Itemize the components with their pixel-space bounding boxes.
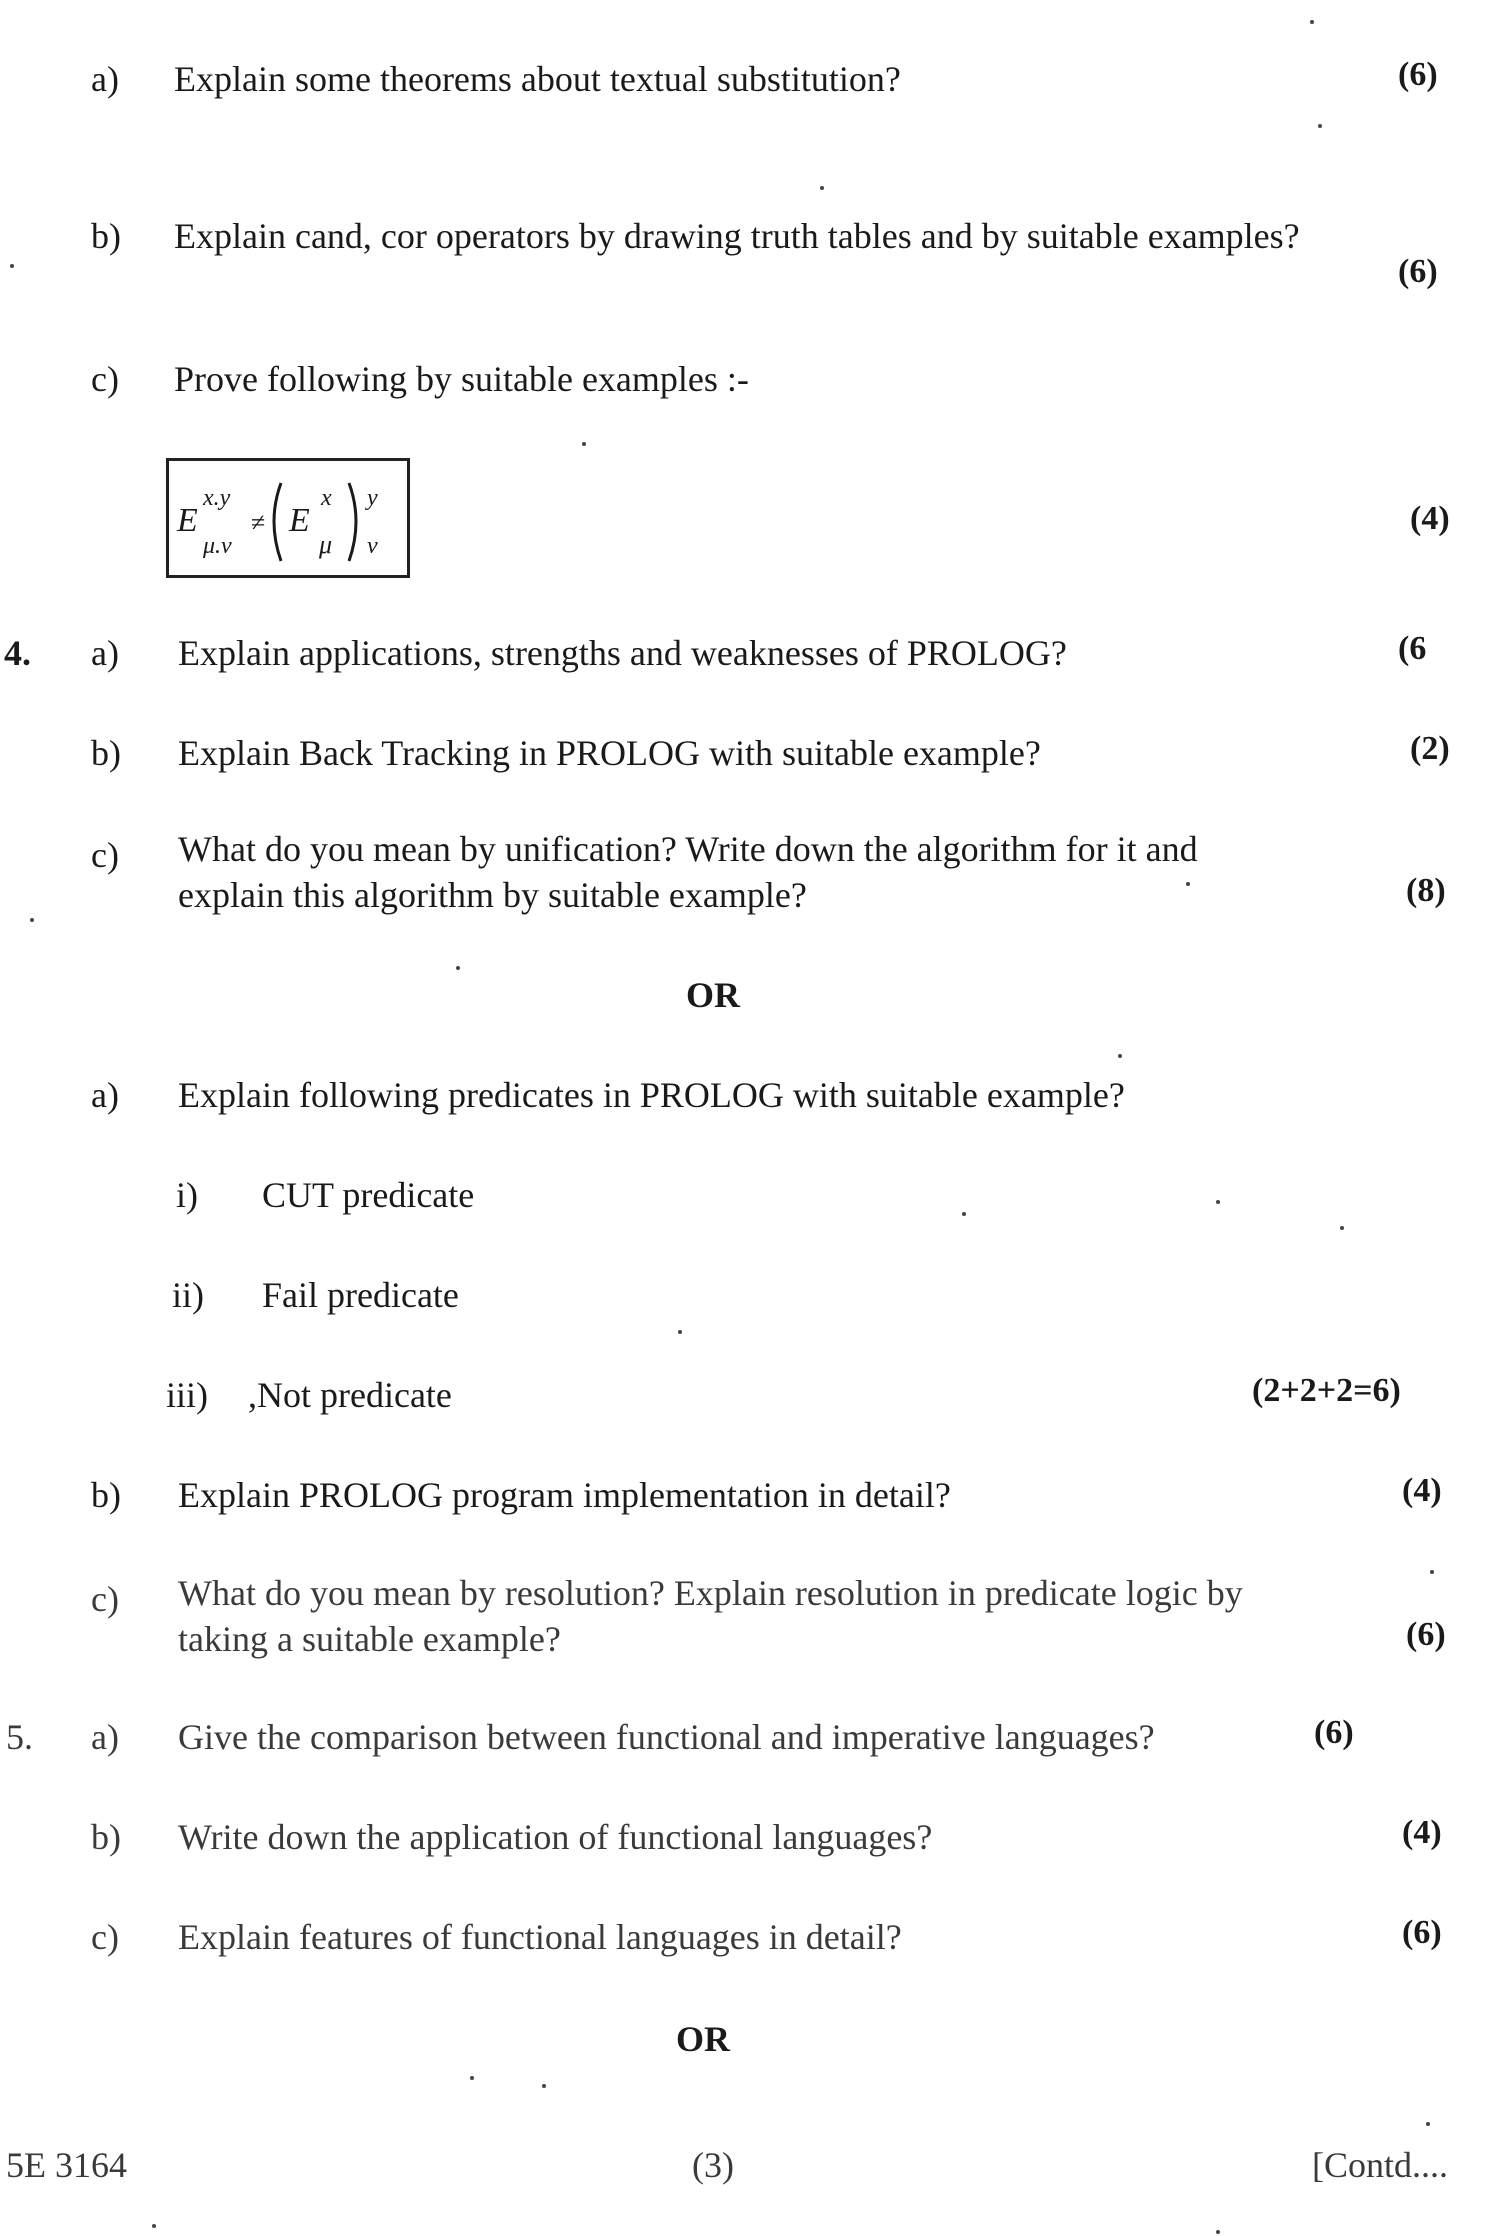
scan-speck (1216, 1200, 1220, 1204)
q4-sub-iii-text: ,Not predicate (248, 1375, 452, 1415)
q4-or: OR (686, 975, 740, 1015)
scan-speck (1430, 1570, 1434, 1574)
q4a-marks: (6 (1398, 630, 1427, 667)
scan-speck (30, 918, 34, 922)
scan-speck (542, 2084, 546, 2088)
q4c-marks: (8) (1406, 872, 1446, 909)
footer-code: 5E 3164 (6, 2145, 127, 2185)
q4-sub-ii-label: ii) (172, 1275, 204, 1315)
scan-speck (152, 2224, 156, 2228)
q3a-label: a) (91, 59, 119, 99)
footer-contd: [Contd.... (1312, 2145, 1449, 2185)
q4-alt-a-text: Explain following predicates in PROLOG with suitable example? (178, 1075, 1125, 1115)
scan-speck (1310, 20, 1314, 24)
q4-alt-b-marks: (4) (1402, 1472, 1442, 1509)
q3c-label: c) (91, 359, 119, 399)
scan-speck (1318, 124, 1322, 128)
q5b-text: Write down the application of functional languages? (178, 1817, 933, 1857)
formula-graphic (169, 461, 413, 581)
q3a-text: Explain some theorems about textual substitution? (174, 59, 901, 99)
q3c-marks: (4) (1410, 500, 1450, 537)
q5b-marks: (4) (1402, 1814, 1442, 1851)
scan-speck (820, 186, 824, 190)
q4a-text: Explain applications, strengths and weaknesses of PROLOG? (178, 633, 1067, 673)
formula-base-left: E (177, 502, 198, 539)
formula-right-paren (349, 483, 356, 561)
formula-sub-inner: μ (319, 530, 333, 559)
q3c-text: Prove following by suitable examples :- (174, 359, 749, 399)
q5c-label: c) (91, 1917, 119, 1957)
q5a-label: a) (91, 1717, 119, 1757)
scan-speck (678, 1330, 682, 1334)
q4c-label: c) (91, 835, 119, 875)
q5c-text: Explain features of functional languages in detail? (178, 1917, 902, 1957)
q5-or: OR (676, 2019, 730, 2059)
q4c-line1: What do you mean by unification? Write down the algorithm for it and (178, 829, 1198, 869)
q4b-text: Explain Back Tracking in PROLOG with suitable example? (178, 733, 1041, 773)
q4-sub-ii-text: Fail predicate (262, 1275, 459, 1315)
formula-box (166, 458, 410, 578)
scan-speck (10, 264, 14, 268)
q3b-text: Explain cand, cor operators by drawing truth tables and by suitable examples? (174, 216, 1300, 256)
formula-sup-inner: x (321, 485, 332, 511)
q4-alt-c-label: c) (91, 1579, 119, 1619)
q5a-marks: (6) (1314, 1714, 1354, 1751)
q3b-label: b) (91, 216, 121, 256)
scan-speck (1216, 2230, 1220, 2234)
formula-base-inner: E (289, 502, 310, 539)
footer-page-number: (3) (692, 2145, 734, 2185)
scan-speck (1340, 1226, 1344, 1230)
q4c-line2: explain this algorithm by suitable example? (178, 875, 807, 915)
q4a-label: a) (91, 633, 119, 673)
q4-sub-i-label: i) (176, 1175, 198, 1215)
scan-speck (582, 442, 586, 446)
q4-alt-a-label: a) (91, 1075, 119, 1115)
scan-speck (470, 2076, 474, 2080)
formula-sup-left: x.y (203, 485, 231, 511)
scan-speck (1118, 1054, 1122, 1058)
scan-speck (962, 1212, 966, 1216)
q4b-label: b) (91, 733, 121, 773)
q4-alt-c-marks: (6) (1406, 1616, 1446, 1653)
q5a-text: Give the comparison between functional and imperative languages? (178, 1717, 1155, 1757)
q3b-marks: (6) (1398, 253, 1438, 290)
q4-sub-iii-label: iii) (166, 1375, 208, 1415)
q3a-marks: (6) (1398, 56, 1438, 93)
formula-neq: ≠ (251, 508, 266, 537)
formula-sub-left: μ.v (203, 533, 232, 559)
q4b-marks: (2) (1410, 730, 1450, 767)
formula-sup-outer: y (367, 485, 378, 511)
q4-alt-b-label: b) (91, 1475, 121, 1515)
q5c-marks: (6) (1402, 1914, 1442, 1951)
formula-sub-outer: v (367, 533, 378, 559)
q4-alt-b-text: Explain PROLOG program implementation in detail? (178, 1475, 951, 1515)
formula-left-paren (274, 483, 281, 561)
scan-speck (456, 966, 460, 970)
q4-alt-c-line1: What do you mean by resolution? Explain resolution in predicate logic by (178, 1573, 1243, 1613)
q4-sub-i-text: CUT predicate (262, 1175, 475, 1215)
scan-speck (1186, 882, 1190, 886)
q5-number: 5. (6, 1717, 33, 1757)
q4-number: 4. (4, 633, 31, 673)
q4-sub-iii-marks: (2+2+2=6) (1252, 1372, 1401, 1409)
q4-alt-c-line2: taking a suitable example? (178, 1619, 561, 1659)
q5b-label: b) (91, 1817, 121, 1857)
scan-speck (1426, 2122, 1430, 2126)
